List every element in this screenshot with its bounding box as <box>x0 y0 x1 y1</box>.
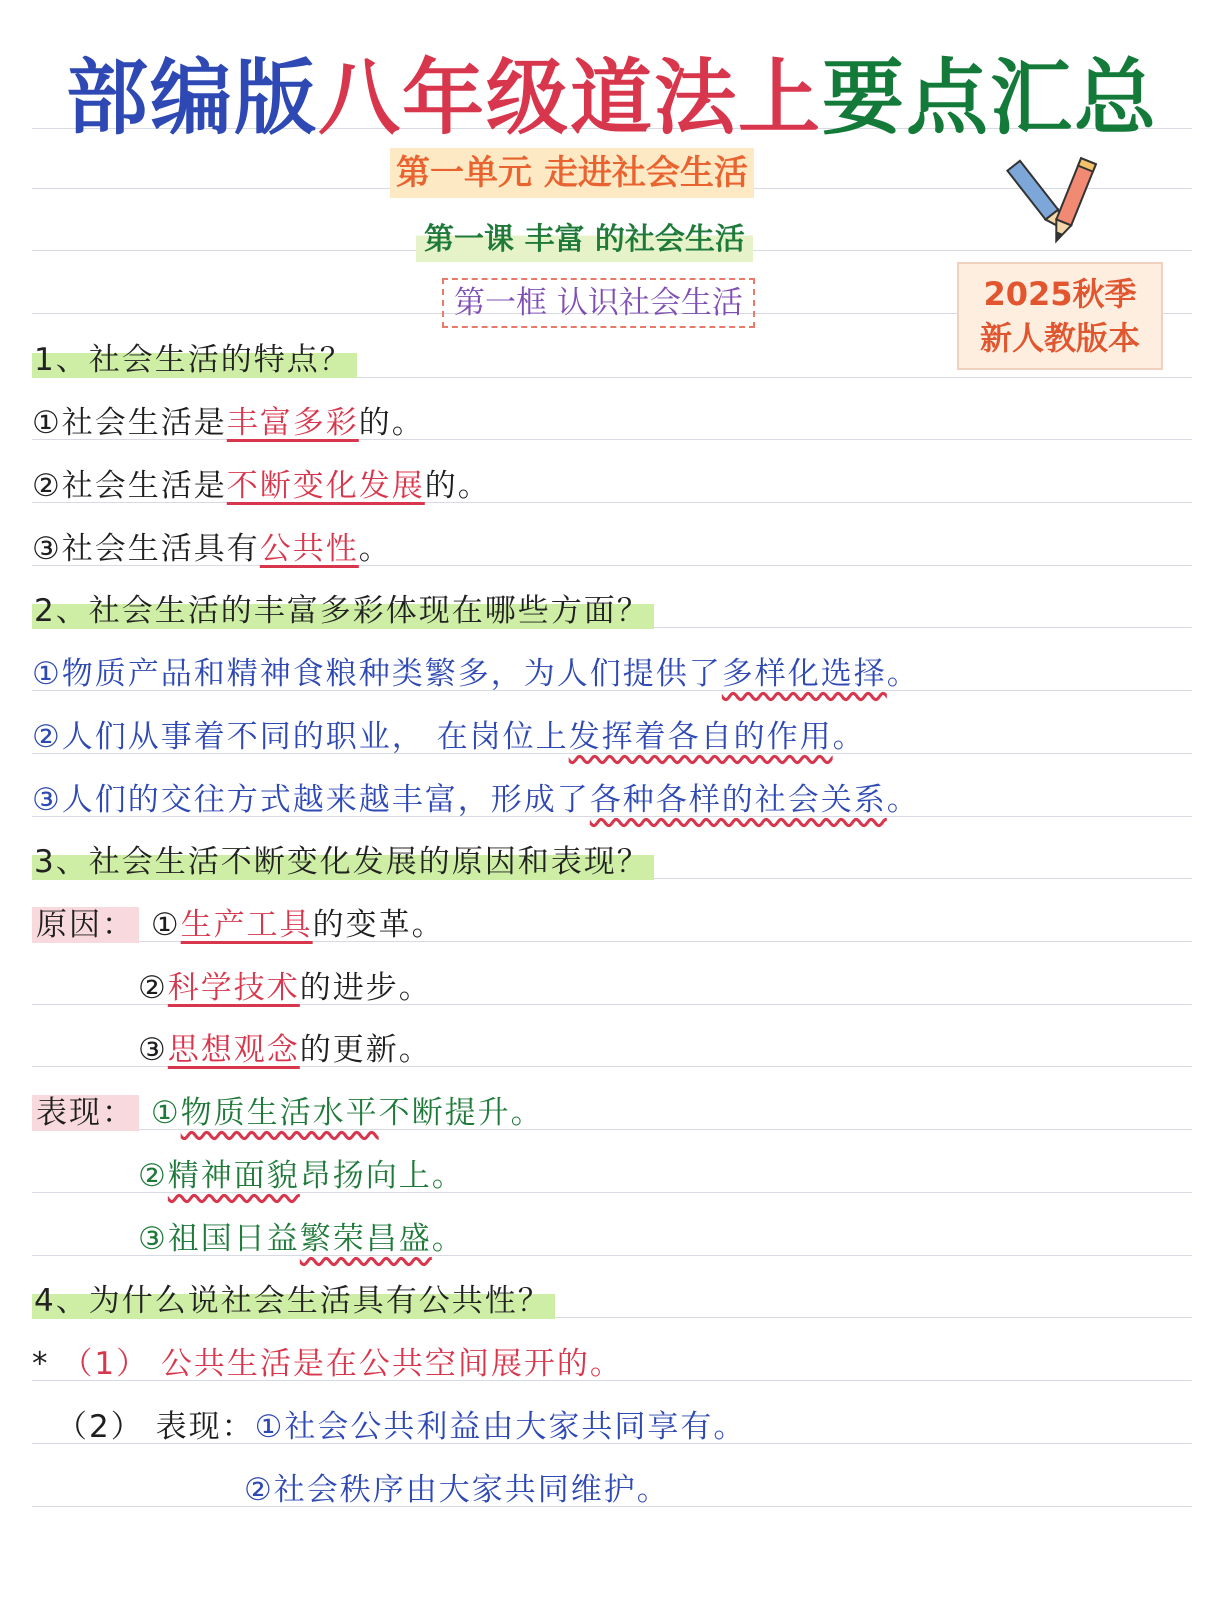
q2-answer-3 <box>32 774 920 826</box>
star-mark: * <box>32 1346 50 1382</box>
q1-answer-3 <box>32 523 392 575</box>
q1-a3-keyword: 公共性 <box>259 531 359 567</box>
q3-r1-number: ① <box>150 907 181 943</box>
unit-heading: 第一单元 走进社会生活 <box>390 148 754 198</box>
pencils-icon <box>1002 152 1112 262</box>
q3-r1-suffix: 的变革。 <box>312 907 445 943</box>
question-1-text: 1、社会生活的特点？ <box>32 342 357 378</box>
q2-a3-text: ③人们的交往方式越来越丰富，形成了 <box>32 782 590 818</box>
q3-r3-suffix: 的更新。 <box>299 1032 432 1068</box>
badge-line-2: 新人教版本 <box>979 319 1140 357</box>
q4-p2-a1: ①社会公共利益由大家共同享有。 <box>254 1409 747 1445</box>
q3-show-3 <box>138 1213 465 1265</box>
title-part-3: 要点汇总 <box>822 50 1159 146</box>
q3-s3-keyword: 繁荣昌盛 <box>299 1221 432 1257</box>
q2-a2-suffix: 。 <box>832 719 866 755</box>
q4-point-2-line-2 <box>244 1464 670 1516</box>
question-1 <box>32 334 357 386</box>
q2-answer-1 <box>32 648 920 700</box>
question-4-text: 4、为什么说社会生活具有公共性？ <box>32 1283 555 1319</box>
q4-p2-a2: ②社会秩序由大家共同维护。 <box>244 1472 670 1508</box>
edition-badge <box>957 262 1163 370</box>
q4-p1-text: （1） 公共生活是在公共空间展开的。 <box>61 1346 623 1382</box>
question-4 <box>32 1275 555 1327</box>
q1-a3-text: ③社会生活具有 <box>32 531 260 567</box>
q3-reason-1 <box>32 899 445 951</box>
q3-r2-number: ② <box>138 970 168 1006</box>
q1-a2-text: ②社会生活是 <box>32 468 227 504</box>
badge-line-1: 2025秋季 <box>983 275 1137 313</box>
q4-p2-label: （2） 表现： <box>56 1409 255 1445</box>
question-3-text: 3、社会生活不断变化发展的原因和表现？ <box>32 844 654 880</box>
q3-show-1 <box>32 1087 544 1139</box>
q1-a1-text: ①社会生活是 <box>32 405 227 441</box>
page-title <box>0 48 1224 148</box>
q3-s1-keyword: 物质生活水平 <box>180 1095 379 1131</box>
lesson-heading: 第一课 丰富 的社会生活 <box>416 218 753 262</box>
q3-r2-suffix: 的进步。 <box>299 970 432 1006</box>
q2-a3-suffix: 。 <box>886 782 920 818</box>
q1-a2-keyword: 不断变化发展 <box>226 468 425 504</box>
q2-answer-2 <box>32 711 866 763</box>
q3-reason-3 <box>138 1024 432 1076</box>
q1-a3-suffix: 。 <box>358 531 392 567</box>
q4-point-2 <box>56 1401 746 1453</box>
q3-s2-number: ② <box>138 1158 168 1194</box>
q1-answer-1 <box>32 397 425 449</box>
q2-a1-keyword: 多样化选择 <box>721 656 887 692</box>
q3-s3-number: ③ <box>138 1221 168 1257</box>
q3-s2-suffix: 昂扬向上。 <box>299 1158 465 1194</box>
q1-a2-suffix: 的。 <box>424 468 491 504</box>
q2-a1-text: ①物质产品和精神食粮种类繁多，为人们提供了 <box>32 656 722 692</box>
q3-show-2 <box>138 1150 465 1202</box>
q1-answer-2 <box>32 460 491 512</box>
show-label: 表现： <box>32 1095 139 1131</box>
q1-a1-keyword: 丰富多彩 <box>226 405 359 441</box>
q4-point-1 <box>32 1338 623 1390</box>
q2-a2-text: ②人们从事着不同的职业， 在岗位上 <box>32 719 569 755</box>
q3-r1-keyword: 生产工具 <box>180 907 313 943</box>
title-part-2: 八年级道法上 <box>317 50 822 146</box>
q2-a3-keyword: 各种各样的社会关系 <box>589 782 887 818</box>
frame-heading: 第一框 认识社会生活 <box>442 278 755 328</box>
q2-a1-suffix: 。 <box>886 656 920 692</box>
question-2 <box>32 585 654 637</box>
q3-s2-keyword: 精神面貌 <box>167 1158 300 1194</box>
q3-s1-number: ① <box>150 1095 181 1131</box>
q1-a1-suffix: 的。 <box>358 405 425 441</box>
question-3 <box>32 836 654 888</box>
q3-s1-suffix: 不断提升。 <box>378 1095 544 1131</box>
title-part-1: 部编版 <box>65 50 318 146</box>
q3-r3-number: ③ <box>138 1032 168 1068</box>
q3-s3-text: 祖国日益 <box>167 1221 300 1257</box>
q3-r3-keyword: 思想观念 <box>167 1032 300 1068</box>
q3-r2-keyword: 科学技术 <box>167 970 300 1006</box>
q2-a2-keyword: 发挥着各自的作用 <box>568 719 833 755</box>
question-2-text: 2、社会生活的丰富多彩体现在哪些方面？ <box>32 593 654 629</box>
reason-label: 原因： <box>32 907 139 943</box>
q3-s3-suffix: 。 <box>431 1221 465 1257</box>
q3-reason-2 <box>138 962 432 1014</box>
